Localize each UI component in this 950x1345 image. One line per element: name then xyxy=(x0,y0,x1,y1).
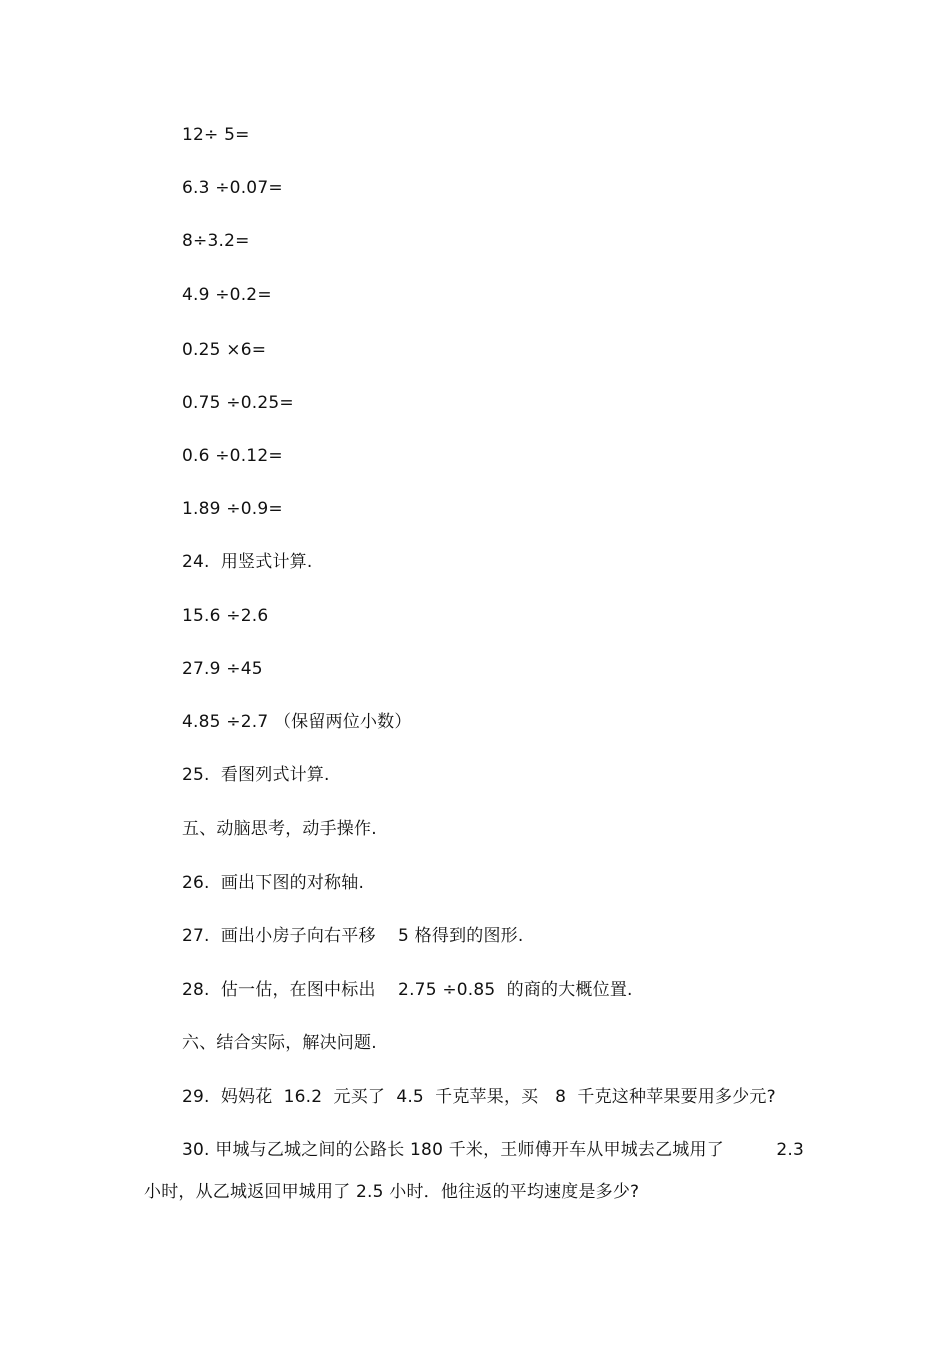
question-26: 26. 画出下图的对称轴. xyxy=(182,873,365,893)
problem-line-4: 4.9 ÷0.2= xyxy=(182,285,272,305)
question-30-line-1-end: 2.3 xyxy=(776,1140,804,1160)
section-six-heading: 六、结合实际，解决问题. xyxy=(182,1033,377,1053)
problem-line-3: 8÷3.2= xyxy=(182,231,250,251)
question-30-line-2: 小时，从乙城返回甲城用了 2.5 小时．他往返的平均速度是多少? xyxy=(144,1182,640,1202)
problem-line-7: 0.6 ÷0.12= xyxy=(182,446,283,466)
question-25-heading: 25. 看图列式计算. xyxy=(182,765,330,785)
problem-line-2: 6.3 ÷0.07= xyxy=(182,178,283,198)
problem-line-11: 4.85 ÷2.7 （保留两位小数） xyxy=(182,712,412,732)
section-five-heading: 五、动脑思考，动手操作. xyxy=(182,819,377,839)
question-29: 29. 妈妈花 16.2 元买了 4.5 千克苹果，买 8 千克这种苹果要用多少元? xyxy=(182,1087,776,1107)
question-24-heading: 24. 用竖式计算. xyxy=(182,552,313,572)
problem-line-1: 12÷ 5= xyxy=(182,125,250,145)
problem-line-9: 15.6 ÷2.6 xyxy=(182,606,269,626)
question-30-line-1: 30. 甲城与乙城之间的公路长 180 千米，王师傅开车从甲城去乙城用了 xyxy=(182,1140,724,1160)
question-27: 27. 画出小房子向右平移 5 格得到的图形. xyxy=(182,926,524,946)
problem-line-5: 0.25 ×6= xyxy=(182,340,267,360)
problem-line-10: 27.9 ÷45 xyxy=(182,659,263,679)
question-28: 28. 估一估，在图中标出 2.75 ÷0.85 的商的大概位置. xyxy=(182,980,633,1000)
problem-line-8: 1.89 ÷0.9= xyxy=(182,499,283,519)
problem-line-6: 0.75 ÷0.25= xyxy=(182,393,294,413)
